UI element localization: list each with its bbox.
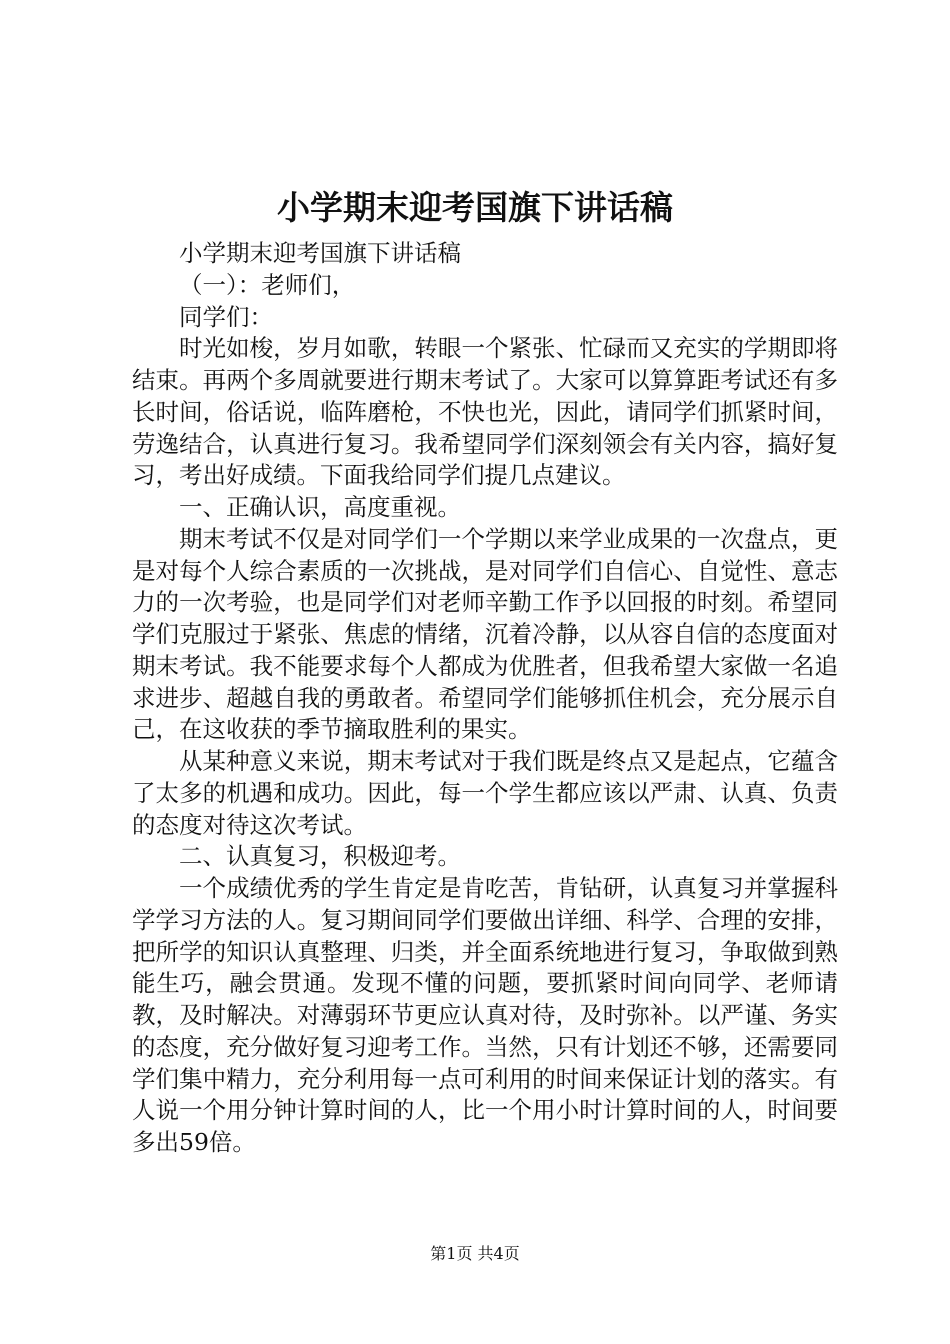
paragraph-section-2-a: 一个成绩优秀的学生肯定是肯吃苦，肯钻研，认真复习并掌握科学学习方法的人。复习期间同学们要做出详细、科学、合理的安排，把所学的知识认真整理、归类，并全面系统地进行复习，争取做到熟能生巧，融会贯通。发现不懂的问题，要抓紧时间向同学、老师请教，及时解决。对薄弱环节更应认真对待，及时弥补。以严谨、务实的态度，充分做好复习迎考工作。当然，只有计划还不够，还需要同学们集中精力，充分利用每一点可利用的时间来保证计划的落实。有人说一个用分钟计算时间的人，比一个用小时计算时间的人，时间要多出59倍。: [132, 874, 838, 1156]
section-heading-2: 二、认真复习，积极迎考。: [179, 842, 461, 871]
paragraph-section-1-b: 从某种意义来说，期末考试对于我们既是终点又是起点，它蕴含了太多的机遇和成功。因此，每一个学生都应该以严肃、认真、负责的态度对待这次考试。: [132, 747, 838, 839]
paragraph-intro: 时光如梭，岁月如歌，转眼一个紧张、忙碌而又充实的学期即将结束。再两个多周就要进行期末考试了。大家可以算算距考试还有多长时间，俗话说，临阵磨枪，不快也光，因此，请同学们抓紧时间，劳逸结合，认真进行复习。我希望同学们深刻领会有关内容，搞好复习，考出好成绩。下面我给同学们提几点建议。: [132, 334, 838, 490]
section-heading-1: 一、正确认识，高度重视。: [179, 493, 461, 521]
paragraph-section-1-a: 期末考试不仅是对同学们一个学期以来学业成果的一次盘点，更是对每个人综合素质的一次挑战，是对同学们自信心、自觉性、意志力的一次考验，也是同学们对老师辛勤工作予以回报的时刻。希望同学们克服过于紧张、焦虑的情绪，沉着冷静，以从容自信的态度面对期末考试。我不能要求每个人都成为优胜者，但我希望大家做一名追求进步、超越自我的勇敢者。希望同学们能够抓住机会，充分展示自己，在这收获的季节摘取胜利的果实。: [132, 524, 838, 744]
document-title: 小学期末迎考国旗下讲话稿: [277, 188, 673, 227]
paragraph-salutation-teachers: （一）：老师们，: [179, 270, 356, 299]
page-footer: 第1页 共4页: [430, 1244, 520, 1263]
paragraph-subtitle: 小学期末迎考国旗下讲话稿: [179, 239, 461, 267]
document-body: [132, 238, 838, 1159]
paragraph-salutation-students: 同学们：: [179, 302, 273, 331]
